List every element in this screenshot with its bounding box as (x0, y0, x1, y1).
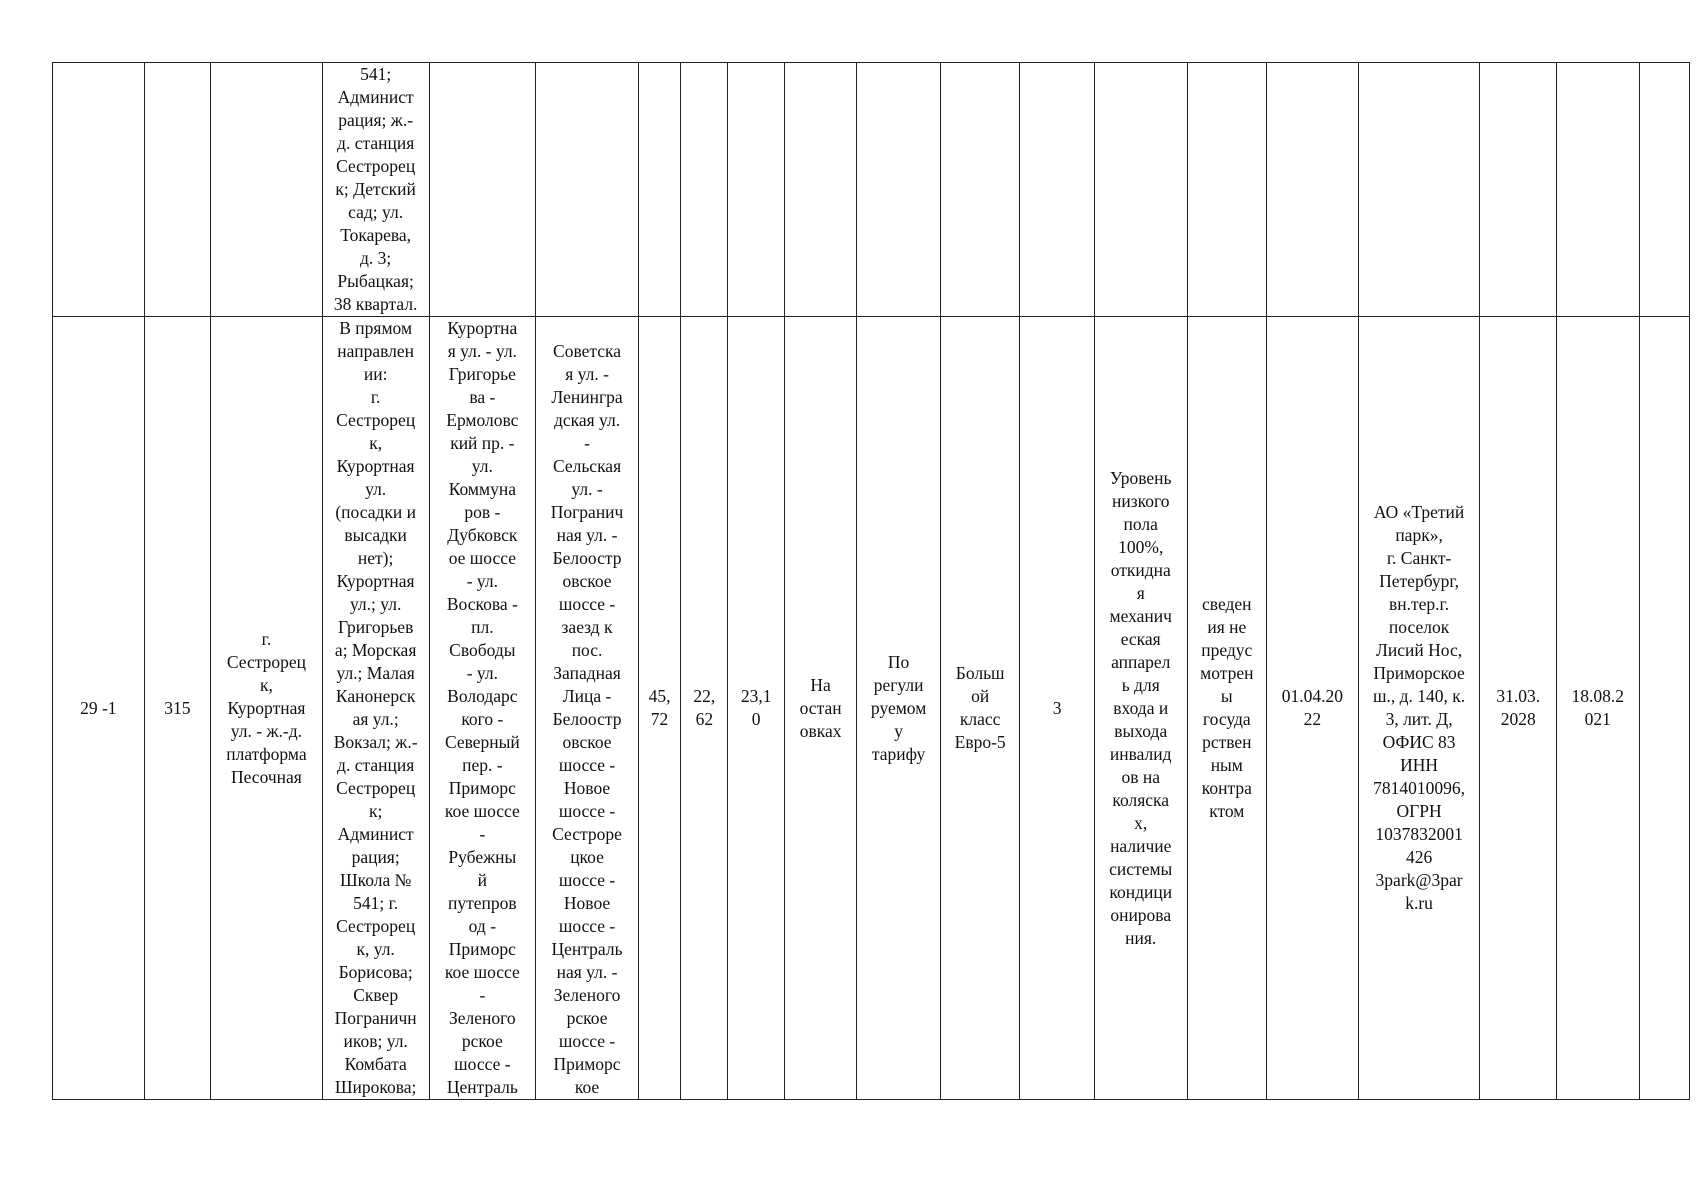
cell-length-backward: 23,1 0 (728, 317, 784, 1100)
cell-length-forward: 22, 62 (681, 317, 728, 1100)
cell-stops: В прямом направлен ии: г. Сестрорец к, Курортная ул. (посадки и высадки нет); Курортная ул.; ул. Григорьев а; Морская ул.; Малая Канонерск ая ул.; Вокзал; ж.- д. станция Сестрорец к; Админист рация; Школа № 541; г. Сестрорец к, ул. Борисова; Сквер Пограничн иков; ул. Комбата Широкова; (322, 317, 429, 1100)
cell-tariff-type (857, 63, 941, 317)
cell-extra (1639, 317, 1689, 1100)
cell-vehicle-features: Уровень низкого пола 100%, откидна я механич еская аппарел ь для входа и выхода инвалид ов на коляска х, наличие системы кондици онирова ния. (1094, 317, 1187, 1100)
cell-route-number (53, 63, 145, 317)
cell-issue-date: 18.08.2 021 (1556, 317, 1639, 1100)
cell-boarding-order (784, 63, 856, 317)
cell-contract-info (1187, 63, 1267, 317)
cell-route-code (144, 63, 210, 317)
cell-route-name (211, 63, 323, 317)
cell-vehicle-class: Больш ой класс Евро-5 (940, 317, 1020, 1100)
cell-boarding-order: На остан овках (784, 317, 856, 1100)
cell-carrier: АО «Третий парк», г. Санкт- Петербург, вн.тер.г. поселок Лисий Нос, Приморское ш., д. 140, к. 3, лит. Д, ОФИС 83 ИНН 7814010096, ОГРН 1037832001 426 3park@3par k.ru (1358, 317, 1480, 1100)
table-row (53, 317, 1690, 1100)
cell-issue-date (1556, 63, 1639, 317)
cell-length-backward (728, 63, 784, 317)
cell-length-forward (681, 63, 728, 317)
cell-vehicle-features (1094, 63, 1187, 317)
cell-contract-info: сведен ия не предус мотрен ы госуда рствен ным контра ктом (1187, 317, 1267, 1100)
cell-route-number: 29 -1 (53, 317, 145, 1100)
cell-vehicle-count: 3 (1020, 317, 1095, 1100)
cell-streets-backward (536, 63, 639, 317)
cell-route-name: г. Сестрорец к, Курортная ул. - ж.-д. платформа Песочная (211, 317, 323, 1100)
cell-tariff-type: По регули руемом у тарифу (857, 317, 941, 1100)
cell-carrier (1358, 63, 1480, 317)
cell-streets-forward (429, 63, 536, 317)
cell-extra (1639, 63, 1689, 317)
cell-length-total: 45, 72 (638, 317, 680, 1100)
table-row (53, 63, 1690, 317)
cell-end-date (1480, 63, 1557, 317)
cell-start-date: 01.04.20 22 (1267, 317, 1359, 1100)
cell-end-date: 31.03. 2028 (1480, 317, 1557, 1100)
cell-route-code: 315 (144, 317, 210, 1100)
cell-length-total (638, 63, 680, 317)
route-register-table (52, 62, 1690, 1100)
cell-stops: 541; Админист рация; ж.- д. станция Сестрорец к; Детский сад; ул. Токарева, д. 3; Рыбацкая; 38 квартал. (322, 63, 429, 317)
cell-vehicle-count (1020, 63, 1095, 317)
cell-start-date (1267, 63, 1359, 317)
document-page (52, 62, 1690, 1100)
cell-streets-forward: Курортна я ул. - ул. Григорье ва - Ермоловс кий пр. - ул. Коммуна ров - Дубковск ое шоссе - ул. Воскова - пл. Свободы - ул. Володарс кого - Северный пер. - Приморс кое шоссе - Рубежны й путепров од - Приморс кое шоссе - Зеленого рское шоссе - Централь (429, 317, 536, 1100)
cell-vehicle-class (940, 63, 1020, 317)
cell-streets-backward: Советска я ул. - Ленингра дская ул. - Сельская ул. - Погранич ная ул. - Белоостр овское шоссе - заезд к пос. Западная Лица - Белоостр овское шоссе - Новое шоссе - Сестроре цкое шоссе - Новое шоссе - Централь ная ул. - Зеленого рское шоссе - Приморс кое (536, 317, 639, 1100)
